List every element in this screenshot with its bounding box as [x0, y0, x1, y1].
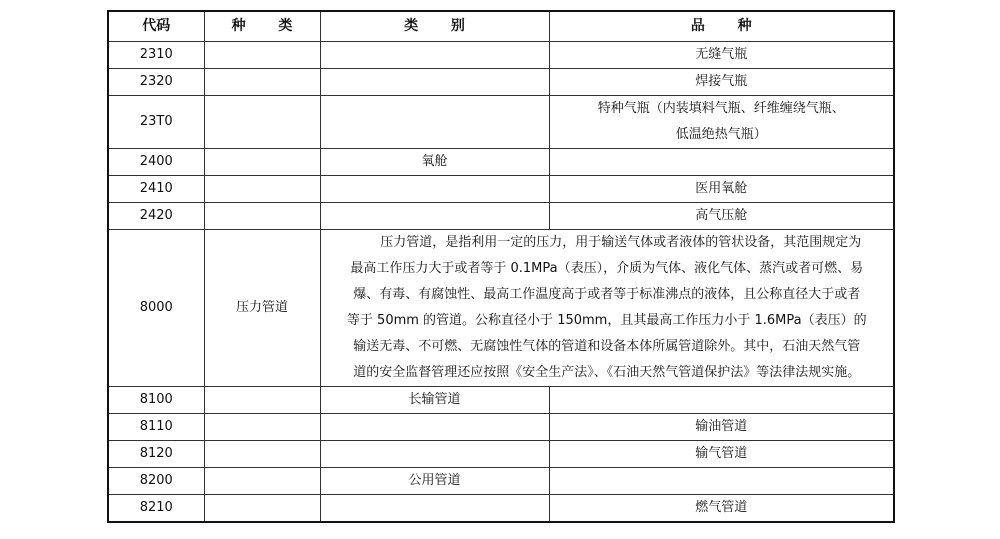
code-cell: 8100: [108, 387, 204, 414]
class-cell: [320, 42, 549, 69]
code-cell: 8120: [108, 441, 204, 468]
description-line: 道的安全监督管理还应按照《安全生产法》、《石油天然气管道保护法》等法律法规实施。: [353, 365, 861, 380]
class-cell: [320, 96, 549, 149]
code-cell: 8210: [108, 495, 204, 523]
table-row: [108, 414, 894, 441]
kind-cell: [204, 42, 320, 69]
table-row: [108, 230, 894, 387]
description-line: 输送无毒、不可燃、无腐蚀性气体的管道和设备本体所属管道除外。其中，石油天然气管: [353, 339, 861, 354]
table-row: [108, 203, 894, 230]
table-row: [108, 495, 894, 523]
code-cell: 2310: [108, 42, 204, 69]
kind-cell: [204, 414, 320, 441]
variety-line: 低温绝热气瓶）: [675, 127, 767, 142]
variety-line: 特种气瓶（内装填料气瓶、纤维缠绕气瓶、: [597, 101, 845, 116]
kind-cell: [204, 468, 320, 495]
class-cell: 氧舱: [320, 149, 549, 176]
code-cell: 8000: [108, 230, 204, 387]
variety-cell: [549, 468, 894, 495]
header-class: 类 别: [320, 11, 549, 42]
kind-cell: [204, 96, 320, 149]
header-code: 代码: [108, 11, 204, 42]
variety-cell: [549, 387, 894, 414]
kind-cell: [204, 69, 320, 96]
code-cell: 2410: [108, 176, 204, 203]
class-cell: [320, 414, 549, 441]
kind-cell: [204, 387, 320, 414]
code-cell: 8110: [108, 414, 204, 441]
variety-cell: 输气管道: [549, 441, 894, 468]
class-cell: 公用管道: [320, 468, 549, 495]
table-row: [108, 69, 894, 96]
variety-cell: [549, 149, 894, 176]
header-kind: 种 类: [204, 11, 320, 42]
code-cell: 8200: [108, 468, 204, 495]
kind-cell: [204, 495, 320, 523]
code-cell: 2320: [108, 69, 204, 96]
variety-cell: [549, 96, 894, 149]
variety-cell: 高气压舱: [549, 203, 894, 230]
table-row: [108, 468, 894, 495]
table-row: [108, 96, 894, 149]
code-cell: 2420: [108, 203, 204, 230]
variety-cell: 无缝气瓶: [549, 42, 894, 69]
kind-cell: [204, 203, 320, 230]
class-cell: [320, 69, 549, 96]
table-row: [108, 42, 894, 69]
variety-cell: 焊接气瓶: [549, 69, 894, 96]
variety-cell: 输油管道: [549, 414, 894, 441]
equipment-catalog-table: [107, 10, 895, 523]
description-line: 最高工作压力大于或者等于 0.1MPa（表压），介质为气体、液化气体、蒸汽或者可燃、易: [350, 261, 864, 276]
class-cell: [320, 176, 549, 203]
table-row: [108, 176, 894, 203]
class-cell: 长输管道: [320, 387, 549, 414]
table-row: [108, 149, 894, 176]
description-cell: [320, 230, 894, 387]
code-cell: 23T0: [108, 96, 204, 149]
kind-cell: [204, 149, 320, 176]
class-cell: [320, 495, 549, 523]
description-line: 等于 50mm 的管道。公称直径小于 150mm，且其最高工作压力小于 1.6MPa（表压）的: [346, 313, 867, 328]
variety-cell: 医用氧舱: [549, 176, 894, 203]
class-cell: [320, 441, 549, 468]
kind-cell: [204, 176, 320, 203]
description-line: 爆、有毒、有腐蚀性、最高工作温度高于或者等于标准沸点的液体，且公称直径大于或者: [353, 287, 861, 302]
header-row: [108, 11, 894, 42]
description-line: 压力管道，是指利用一定的压力，用于输送气体或者液体的管状设备，其范围规定为: [380, 235, 862, 250]
kind-cell: [204, 441, 320, 468]
header-variety: 品 种: [549, 11, 894, 42]
code-cell: 2400: [108, 149, 204, 176]
kind-cell: 压力管道: [204, 230, 320, 387]
variety-cell: 燃气管道: [549, 495, 894, 523]
table-row: [108, 441, 894, 468]
table-row: [108, 387, 894, 414]
class-cell: [320, 203, 549, 230]
